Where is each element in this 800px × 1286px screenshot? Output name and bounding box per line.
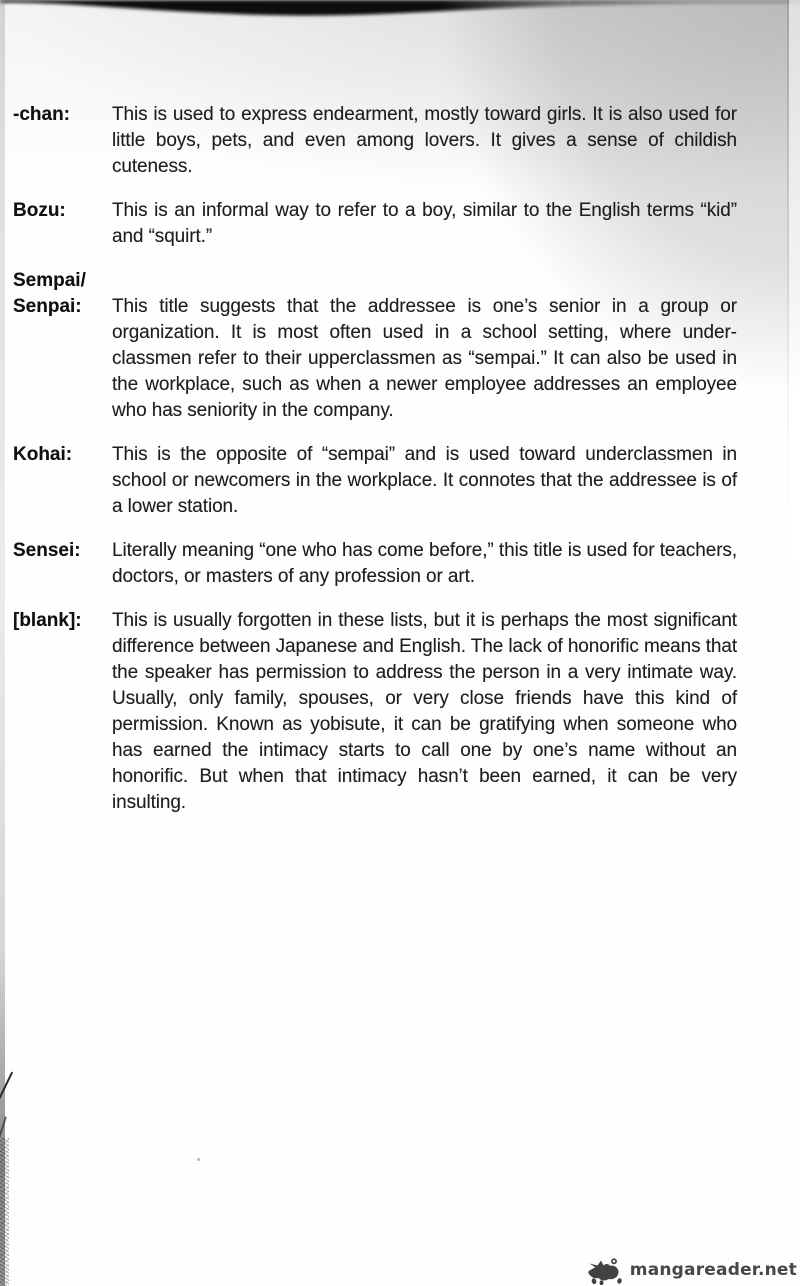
term-line: -chan: (13, 104, 70, 125)
scan-speck (197, 1158, 200, 1161)
term-line: Senpai: (13, 296, 82, 317)
term-label (13, 442, 112, 520)
honorifics-glossary (13, 102, 737, 834)
term-label (13, 102, 112, 180)
term-definition: This is used to express endearment, mostly toward girls. It is also used for little boys, pets, and even among lovers. It gives a sense of childish cuteness. (112, 104, 737, 177)
term-label (13, 608, 112, 816)
term-label (13, 198, 112, 250)
term-line: Kohai: (13, 444, 73, 465)
term-definition: This title suggests that the addressee is one’s senior in a group or organization. It is most often used in a school setting, where underclassmen refer to their upperclassmen as “sempai.” It can also be used in the workplace, such as when a newer employee addresses an employee who has seniority in the company. (112, 296, 737, 421)
glossary-entry (13, 608, 737, 816)
glossary-entry (13, 538, 737, 590)
scan-top-shadow-arc (0, 0, 800, 40)
page-right-edge (789, 0, 800, 560)
term-label (13, 538, 112, 590)
glossary-entry (13, 102, 737, 180)
glossary-entry (13, 268, 737, 424)
mangareader-mascot-icon (587, 1257, 629, 1285)
term-line: Sensei: (13, 540, 81, 561)
glossary-entry (13, 442, 737, 520)
glossary-entry (13, 198, 737, 250)
term-label (13, 268, 112, 424)
page-left-edge-texture (0, 1138, 9, 1286)
term-definition: This is an informal way to refer to a boy, similar to the English terms “kid” and “squirt.” (112, 200, 737, 247)
term-line: [blank]: (13, 610, 82, 631)
term-definition: This is the opposite of “sempai” and is used toward underclassmen in school or newcomers in the workplace. It connotes that the addressee is of a lower station. (112, 444, 737, 517)
term-definition: This is usually forgotten in these lists, but it is perhaps the most significant difference between Japanese and English. The lack of honorific means that the speaker has permission to address the person in a very intimate way. Usually, only family, spouses, or very close friends have this kind of permission. Known as yobisute, it can be gratifying when someone who has earned the intimacy starts to call one by one’s name without an honorific. But when that intimacy hasn’t been earned, it can be very insulting. (112, 610, 737, 813)
watermark-text: mangareader.net (629, 1259, 797, 1280)
term-line: Sempai/ (13, 270, 86, 291)
term-definition: Literally meaning “one who has come before,” this title is used for teachers, doctors, or masters of any profession or art. (112, 540, 737, 587)
page-right-edge-line (787, 0, 789, 520)
term-line: Bozu: (13, 200, 66, 221)
watermark (587, 1257, 797, 1285)
